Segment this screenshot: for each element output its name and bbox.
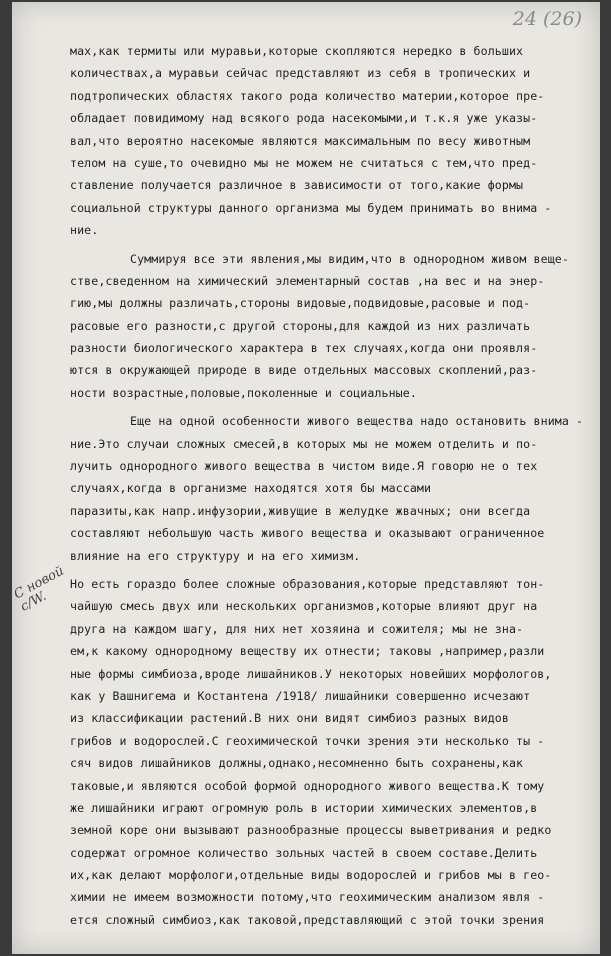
text-line: ние.Это случаи сложных смесей,в которых мы не можем отделить и по- [70,436,538,451]
text-line: телом на суше,то очевидно мы не можем не считаться с тем,что пред- [70,155,538,170]
text-line: Но есть гораздо более сложные образования,которые представляют тон- [70,576,545,591]
text-line: социальной структуры данного организма мы будем принимать во внима - [70,200,552,215]
text-line: таковые,и являются особой формой однородного живого вещества.К тому [70,778,545,793]
text-line: паразиты,как напр.инфузории,живущие в желудке жвачных; они всегда [70,503,531,518]
text-line: разности биологического характера в тех случаях,когда они проявля- [70,341,538,356]
text-line: из классификации растений.В них они видят симбиоз разных видов [70,711,509,726]
text-line: количествах,а муравьи сейчас представляют из себя в тропических и [70,66,531,81]
text-line: расовые его разности,с другой стороны,для каждой из них различать [70,318,531,333]
margin-note: С новой с/W. [12,563,67,615]
text-line: вал,что вероятно насекомые являются максимальным по весу животным [70,133,531,148]
text-line: содержат огромное количество зольных частей в своем составе.Делить [70,845,538,860]
text-line: как у Вашнигема и Костантена /1918/ лишайники совершенно исчезают [70,688,531,703]
text-line: грибов и водорослей.С геохимической точки зрения эти несколько ты - [70,733,545,748]
text-line: же лишайники играют огромную роль в истории химических элементов,в [70,800,538,815]
text-line: ности возрастные,половые,поколенные и социальные. [70,385,417,400]
text-line: составляют небольшую часть живого вещества и оказывают ограниченное [70,526,545,541]
text-line: ется сложный симбиоз,как таковой,представляющий с этой точки зрения [70,912,545,927]
text-line: случаях,когда в организме находятся хотя бы массами [70,481,432,496]
text-line: стве,сведенном на химический элементарный состав ,на вес и на энер- [70,273,545,288]
text-line: химии не имеем возможности потому,что геохимическим анализом явля - [70,890,545,905]
text-line: влияние на его структуру и на его химизм. [70,548,361,563]
body-text [70,40,592,931]
text-line: чайшую смесь двух или нескольких организмов,которые влияют друг на [70,599,538,614]
text-line: ние. [70,223,99,238]
text-line: гию,мы должны различать,стороны видовые,подвидовые,расовые и под- [70,296,531,311]
page-number: 24 (26) [512,8,582,30]
text-line: ются в окружающей природе в виде отдельных массовых скоплений,раз- [70,363,538,378]
text-line: лучить однородного живого вещества в чистом виде.Я говорю не о тех [70,459,538,474]
text-line: ставление получается различное в зависимости от того,какие формы [70,178,524,193]
document-page [12,2,600,954]
text-line: их,как делают морфологи,отдельные виды водорослей и грибов мы в гео- [70,868,552,883]
text-line: земной коре они вызывают разнообразные процессы выветривания и редко [70,823,552,838]
text-line: друга на каждом шагу, для них нет хозяина и сожителя; мы не зна- [70,621,524,636]
text-line: Суммируя все эти явления,мы видим,что в однородном живом веще- [130,251,569,266]
text-line: ем,к какому однородному веществу их отнести; таковы ,например,разли [70,644,545,659]
text-line: мах,как термиты или муравьи,которые скопляются нередко в больших [70,44,524,58]
text-line: Еще на одной особенности живого вещества надо остановить внима - [130,414,584,429]
text-line: ные формы симбиоза,вроде лишайников.У некоторых новейших морфологов, [70,666,552,681]
text-line: сяч видов лишайников должны,однако,несомненно быть сохранены,как [70,756,524,771]
text-line: подтропических областях такого рода количество материи,которое пре- [70,88,545,103]
text-line: обладает повидимому над всякого рода насекомыми,и т.к.я уже указы- [70,111,538,126]
